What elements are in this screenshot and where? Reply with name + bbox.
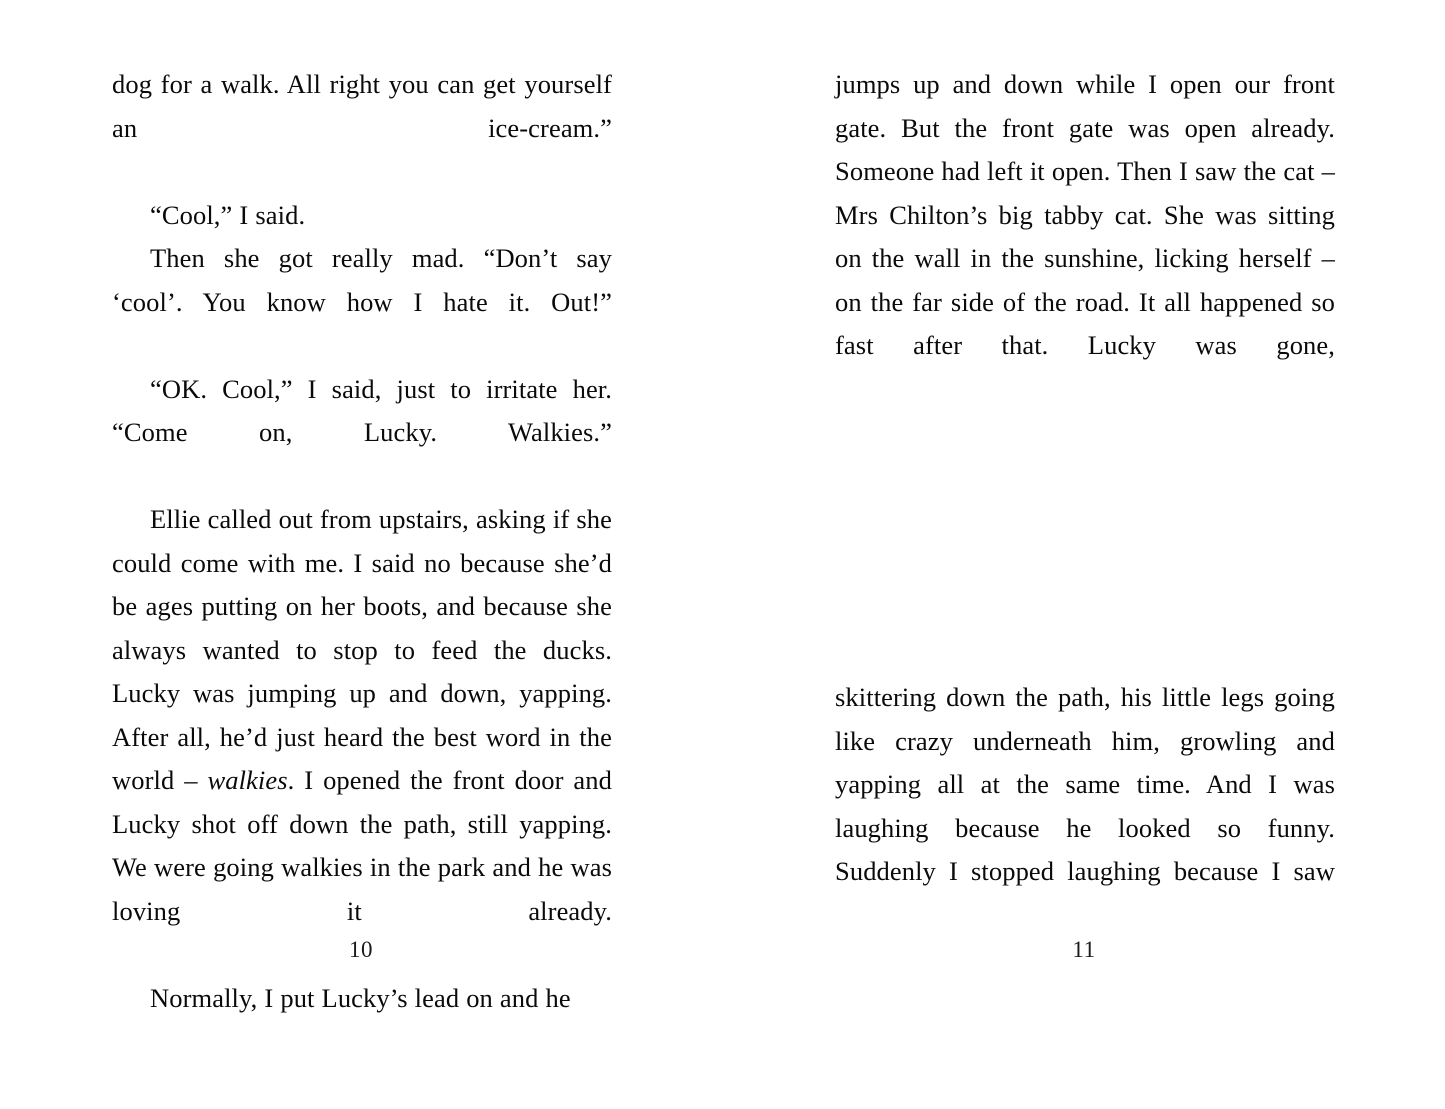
right-page (723, 0, 1445, 1109)
paragraph-5-italic-walkies: walkies (207, 765, 288, 795)
paragraph-4: “OK. Cool,” I said, just to irritate her. “Come on, Lucky. Walkies.” (112, 373, 612, 447)
paragraph-5 (112, 498, 612, 977)
left-page-number: 10 (349, 937, 373, 962)
left-page (0, 0, 722, 1109)
paragraph-2: “Cool,” I said. (150, 199, 306, 230)
right-page-text-block-bottom (835, 676, 1335, 937)
paragraph-7: jumps up and down while I open our front gate. But the front gate was open already. Someone had left it open. Then I saw the cat – Mrs Chilton’s big tabby cat. She was sitting on the wall in the sunshine, licking herself – on the far side of the road. It all happened so fast after that. Lucky was gone, (835, 69, 1335, 360)
paragraph-5-text-after: . I opened the front door and Lucky shot off down the path, still yapping. We were going walkies in the park and he was loving it already. (112, 765, 612, 926)
paragraph-1: dog for a walk. All right you can get yourself an ice-cream.” (112, 69, 612, 143)
left-page-text-block (112, 63, 612, 1020)
paragraph-8: skittering down the path, his little legs going like crazy underneath him, growling and yapping all at the same time. And I was laughing because he looked so funny. Suddenly I stopped laughing because I saw (835, 682, 1335, 886)
paragraph-6: Normally, I put Lucky’s lead on and he (150, 982, 571, 1013)
right-page-text-block-top (835, 63, 1335, 411)
paragraph-5-text-before: Ellie called out from upstairs, asking if she could come with me. I said no because she’d be ages putting on her boots, and because she always wanted to stop to feed the ducks. Lucky was jumping up and down, yapping. After all, he’d just heard the best word in the world – (112, 504, 612, 795)
right-page-number: 11 (1072, 937, 1096, 962)
paragraph-3: Then she got really mad. “Don’t say ‘cool’. You know how I hate it. Out!” (112, 243, 612, 317)
